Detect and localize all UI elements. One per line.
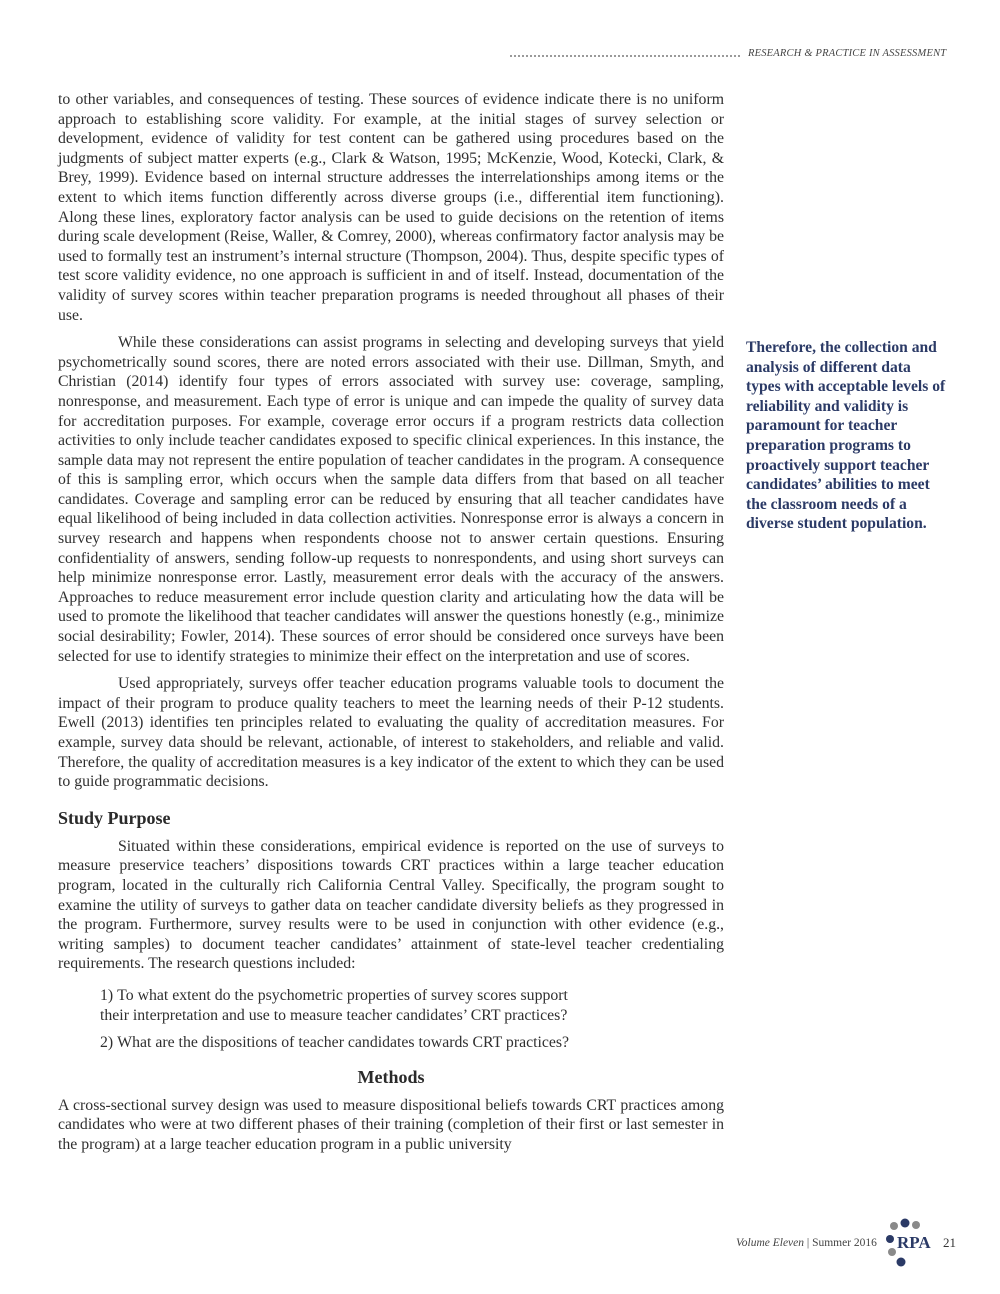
- research-question-number: 2): [100, 1034, 114, 1052]
- volume-label: Volume Eleven: [736, 1237, 805, 1249]
- study-purpose-heading: Study Purpose: [58, 807, 171, 828]
- research-question-line: To what extent do the psychometric properties of survey scores support: [117, 986, 568, 1004]
- header-dotted-rule: [510, 55, 740, 57]
- research-question-number: 1): [100, 986, 114, 1004]
- paragraph-3: Used appropriately, surveys offer teacher education programs valuable tools to document the impact of their program to produce quality teachers to meet the learning needs of their P-12 students. Ewell (2013) identifies ten principles related to evaluating the quality of accreditation measures. For example, survey data should be relevant, actionable, of interest to stakeholders, and reliable and valid. Therefore, the quality of accreditation measures is a key indicator of the extent to which they can be used to guide programmatic decisions.: [58, 675, 724, 791]
- research-question: [100, 986, 724, 1025]
- research-questions-list: [58, 986, 724, 1053]
- main-column: [58, 90, 724, 1155]
- rpa-logo-icon: [884, 1218, 934, 1268]
- page-number: 21: [943, 1235, 956, 1250]
- pull-quote: Therefore, the collection and analysis of different data types with acceptable levels of reliability and validity is paramount for teacher preparation programs to proactively support teacher candidates’ abilities to meet the classroom needs of a diverse student population.: [746, 339, 946, 533]
- research-question-line: their interpretation and use to measure teacher candidates’ CRT practices?: [100, 1006, 568, 1024]
- paragraph-5: A cross-sectional survey design was used to measure dispositional beliefs towards CRT practices among candidates who were at two different phases of their training (completion of their first or last semester in the program) at a large teacher education program in a public university: [58, 1096, 724, 1153]
- research-question-line: What are the dispositions of teacher candidates towards CRT practices?: [117, 1034, 570, 1052]
- logo-text: RPA: [897, 1233, 931, 1252]
- research-question: [100, 1033, 724, 1053]
- season-label: Summer 2016: [812, 1237, 877, 1249]
- methods-heading: Methods: [357, 1066, 425, 1087]
- paragraph-1: to other variables, and consequences of testing. These sources of evidence indicate there is no uniform approach to establishing score validity. For example, at the initial stages of survey selection or development, evidence of validity for test content can be gathered using procedures based on the judgments of subject matter experts (e.g., Clark & Watson, 1995; McKenzie, Wood, Kotecki, Clark, & Brey, 1999). Evidence based on internal structure addresses the interrelationships among items or the extent to which items function differently across diverse groups (i.e., differential item functioning). Along these lines, exploratory factor analysis can be used to guide decisions on the retention of items during scale development (Reise, Waller, & Comrey, 2000), whereas confirmatory factor analysis may be used to formally test an instrument’s internal structure (Thompson, 2004). Thus, despite specific types of test score validity evidence, no one approach is sufficient in and of itself. Instead, documentation of the validity of survey scores within teacher preparation programs is needed throughout all phases of their use.: [58, 91, 724, 324]
- footer-separator: |: [804, 1237, 813, 1249]
- running-head: RESEARCH & PRACTICE IN ASSESSMENT: [748, 48, 947, 59]
- footer-volume: [736, 1237, 877, 1249]
- paragraph-2: While these considerations can assist programs in selecting and developing surveys that yield psychometrically sound scores, there are noted errors associated with their use. Dillman, Smyth, and Christian (2014) identify four types of errors associated with survey use: coverage, sampling, nonresponse, and measurement. Each type of error is unique and can impede the quality of survey data for accreditation purposes. For example, coverage error occurs if a program restricts data collection activities to only include teacher candidates exposed to specific clinical experiences. In this instance, the sample data may not represent the entire population of teacher candidates in the program. A consequence of this is sampling error, which occurs when the sample data differs from that based on all teacher candidates. Coverage and sampling error can be reduced by ensuring that all teacher candidates have equal likelihood of being included in data collection activities. Nonresponse error is always a concern in survey research and happens when respondents choose not to answer certain questions. Ensuring confidentiality of answers, sending follow-up requests to nonrespondents, and using short surveys can help minimize nonresponse error. Lastly, measurement error deals with the accuracy of the answers. Approaches to reduce measurement error include question clarity and articulating how the data will be used to promote the likelihood that teacher candidates will answer the questions honestly (e.g., minimize social desirability; Fowler, 2014). These sources of error should be considered once surveys have been selected for use to identify strategies to minimize their effect on the interpretation and use of scores.: [58, 334, 724, 665]
- paragraph-4: Situated within these considerations, empirical evidence is reported on the use of surveys to measure preservice teachers’ dispositions towards CRT practices within a large teacher education program, located in the culturally rich California Central Valley. Specifically, the program sought to examine the utility of surveys to gather data on teacher candidate diversity beliefs as they progressed in the program. Furthermore, survey results were to be used in conjunction with other evidence (e.g., writing samples) to document teacher candidates’ attainment of state-level teacher credentialing requirements. The research questions included:: [58, 837, 724, 973]
